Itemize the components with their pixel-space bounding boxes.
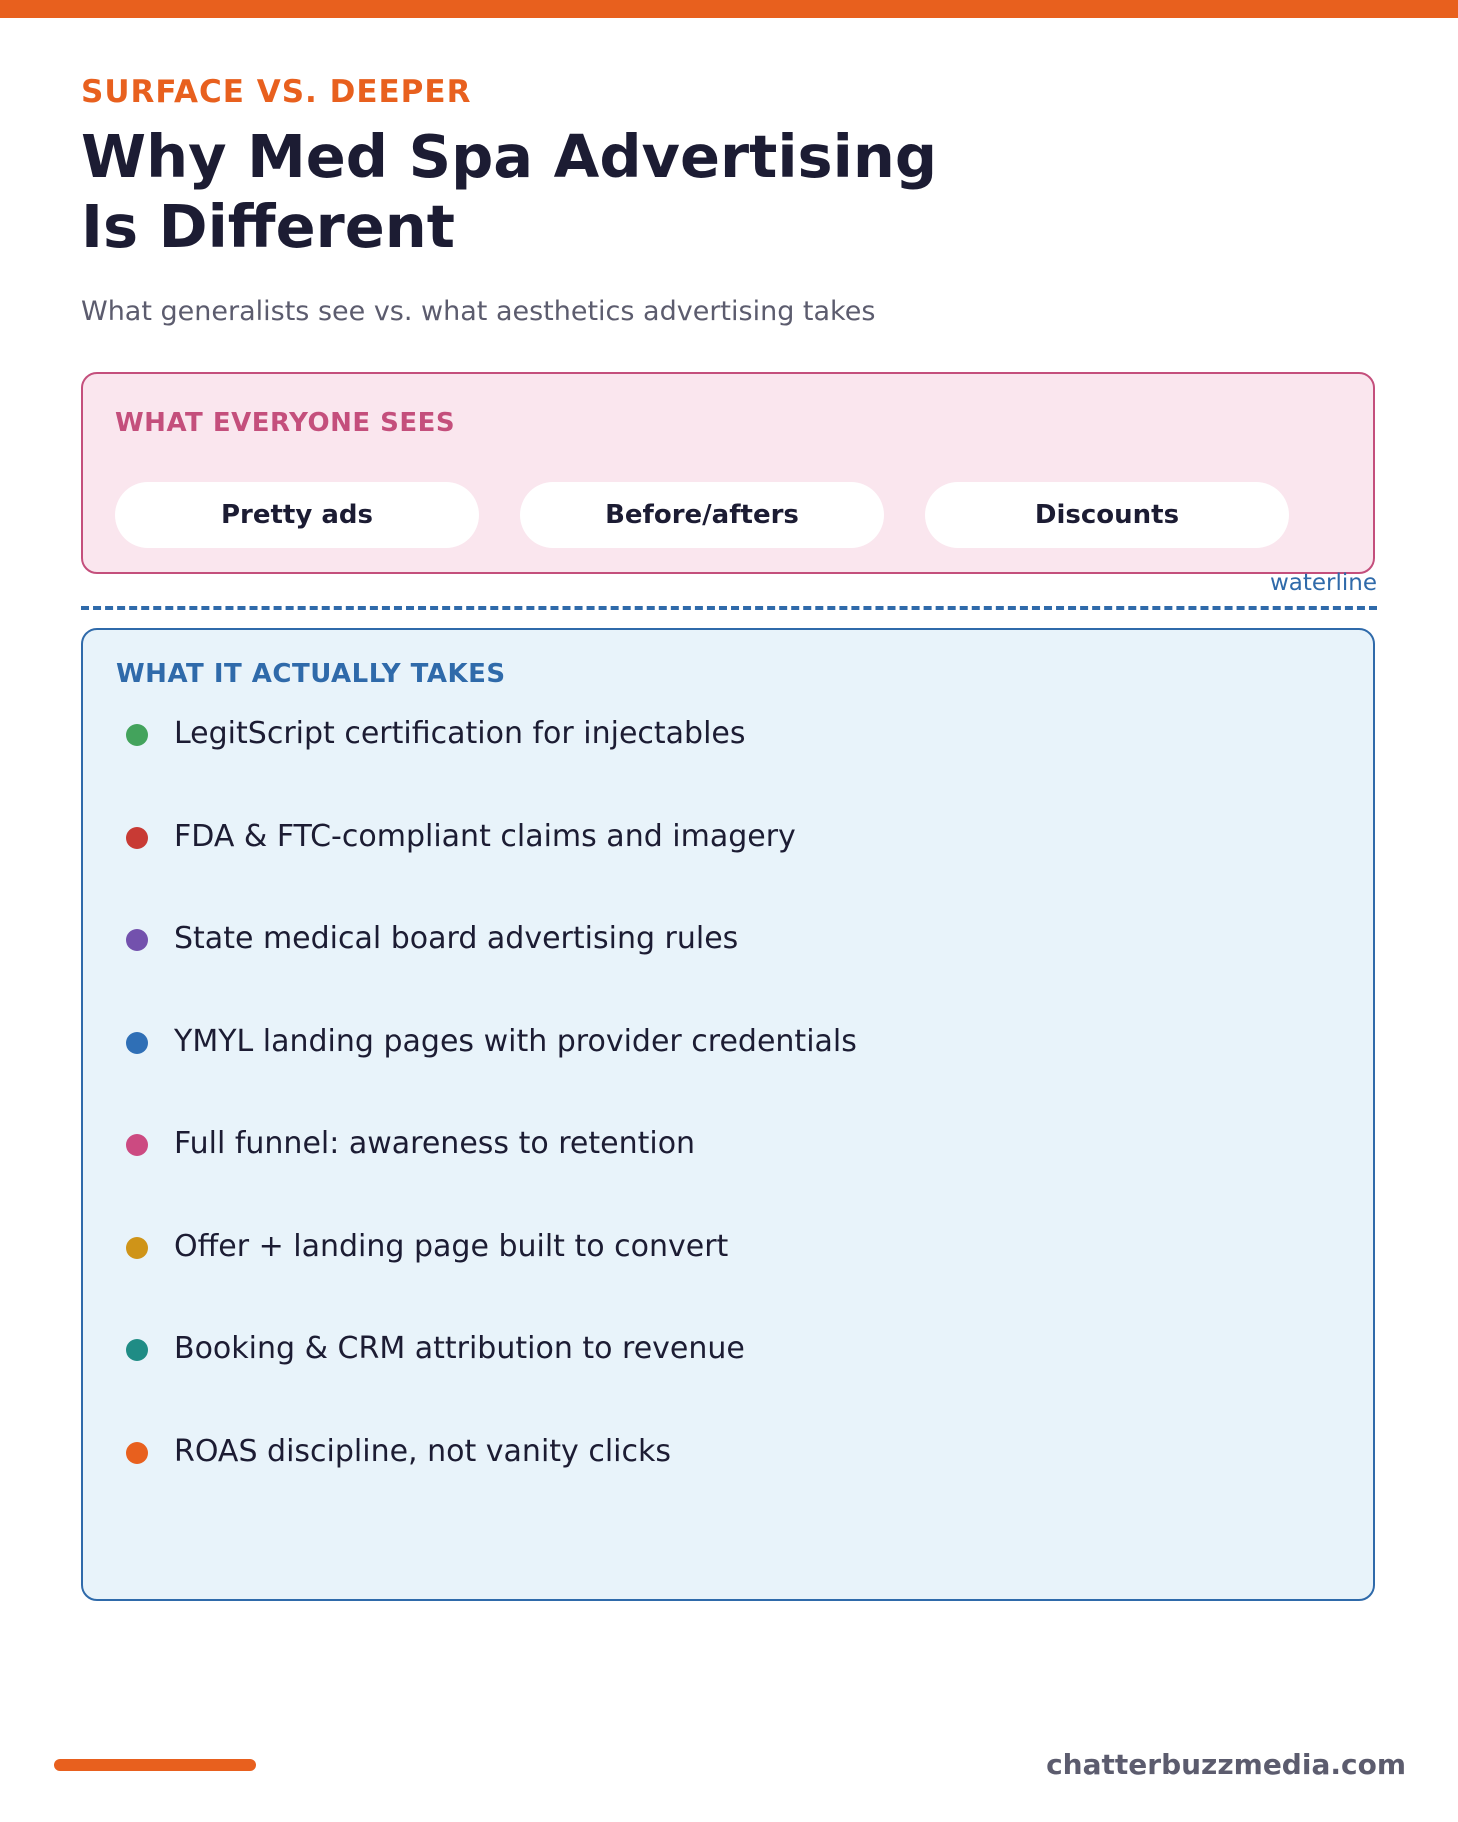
page-title (81, 122, 1181, 262)
surface-heading: WHAT EVERYONE SEES (115, 408, 456, 438)
bullet-dot-icon (126, 929, 148, 951)
pill-before-afters: Before/afters (520, 482, 884, 548)
bullet-dot-icon (126, 1339, 148, 1361)
top-accent-bar (0, 0, 1458, 18)
list-item-text: State medical board advertising rules (174, 921, 739, 956)
bullet-dot-icon (126, 1442, 148, 1464)
list-item-text: YMYL landing pages with provider credentials (174, 1023, 857, 1059)
bullet-dot-icon (126, 1134, 148, 1156)
list-item-text: Offer + landing page built to convert (174, 1228, 729, 1264)
bullet-dot-icon (126, 1032, 148, 1054)
page-subtitle: What generalists see vs. what aesthetics advertising takes (81, 296, 876, 327)
eyebrow-label: SURFACE VS. DEEPER (81, 74, 472, 110)
list-item-text: Booking & CRM attribution to revenue (174, 1331, 745, 1366)
page-title-line-1: Why Med Spa Advertising (81, 122, 938, 191)
list-item-text: Full funnel: awareness to retention (174, 1126, 696, 1161)
list-item-text: ROAS discipline, not vanity clicks (174, 1433, 671, 1469)
bullet-dot-icon (126, 827, 148, 849)
footer-site-name: chatterbuzzmedia.com (1046, 1748, 1406, 1781)
bullet-dot-icon (126, 724, 148, 746)
list-item-text: LegitScript certification for injectables (174, 716, 746, 751)
page-title-line-2: Is Different (81, 192, 455, 261)
list-item-text: FDA & FTC-compliant claims and imagery (174, 818, 796, 854)
deeper-panel (81, 628, 1375, 1601)
surface-panel (81, 372, 1375, 574)
pill-discounts: Discounts (925, 482, 1289, 548)
waterline-divider (81, 606, 1377, 610)
waterline-label: waterline (1269, 570, 1377, 596)
bullet-dot-icon (126, 1237, 148, 1259)
footer-accent-bar (54, 1759, 256, 1771)
deeper-heading: WHAT IT ACTUALLY TAKES (116, 659, 506, 689)
pill-pretty-ads: Pretty ads (115, 482, 479, 548)
